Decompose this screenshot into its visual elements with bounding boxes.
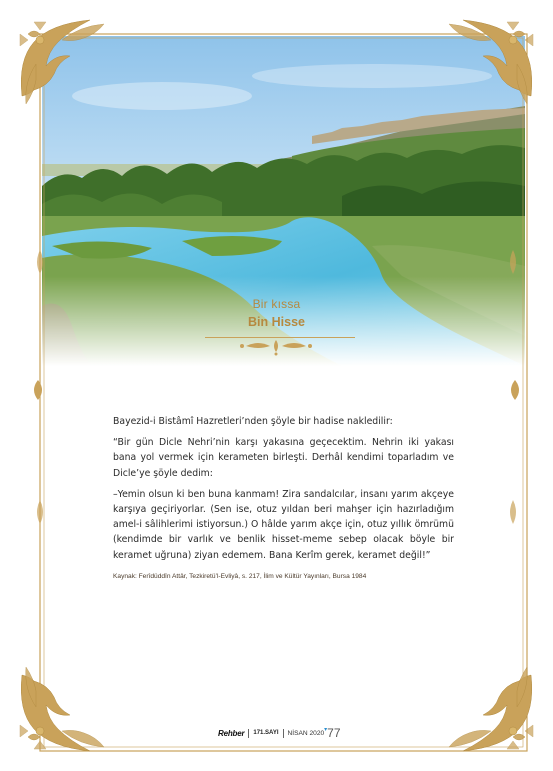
issue-date: NİSAN 2020 xyxy=(287,729,325,737)
intro-paragraph: Bayezid-i Bistâmî Hazretleri’nden şöyle bir hadise nakledilir: xyxy=(113,416,393,427)
title-ornament-icon xyxy=(236,338,316,356)
page-number xyxy=(324,726,341,740)
corner-ornament-bottom-left xyxy=(20,667,104,751)
page-footer xyxy=(218,726,341,740)
source-citation: Kaynak: Ferîdüddîn Attâr, Tezkiretü’l-Evliyâ, s. 217, İlim ve Kültür Yayınları, Bursa 1984 xyxy=(113,572,367,580)
article-body xyxy=(113,414,454,584)
issue-number: 171.SAYI xyxy=(253,730,279,736)
story-category-label: Bir kıssa xyxy=(252,297,301,311)
story-title: Bin Hisse xyxy=(248,315,305,329)
corner-ornament-bottom-right xyxy=(449,667,533,751)
page-marker-icon: ▾ xyxy=(324,727,328,733)
page-number-value: 77 xyxy=(327,726,341,740)
footer-separator xyxy=(248,729,249,738)
footer-separator xyxy=(283,729,284,738)
story-paragraph-2: –Yemin olsun ki ben buna kanmam! Zira sandalcılar, insanı yarım akçeye karşıya geçiriyorlar. (Sen ise, otuz yıldan beri mahşer için hazırladığım amel-i sâlihlerimi istiyorsun.) O hâlde yarım akçe için, otuz yıllık ömrümü (kendimde bir varlık ve benlik hisset-meme sebep olacak böyle bir keramet uğruna) ziyan edemem. Bana Kerîm gerek, keramet değil!” xyxy=(113,488,454,561)
magazine-brand-logo: Rehber xyxy=(218,728,245,738)
story-paragraph-1: “Bir gün Dicle Nehri’nin karşı yakasına geçecektim. Nehrin iki yakası bana yol vermek için kerameten birleşti. Derhâl kendimi toparladım ve Dicle’ye şöyle dedim: xyxy=(113,437,454,479)
